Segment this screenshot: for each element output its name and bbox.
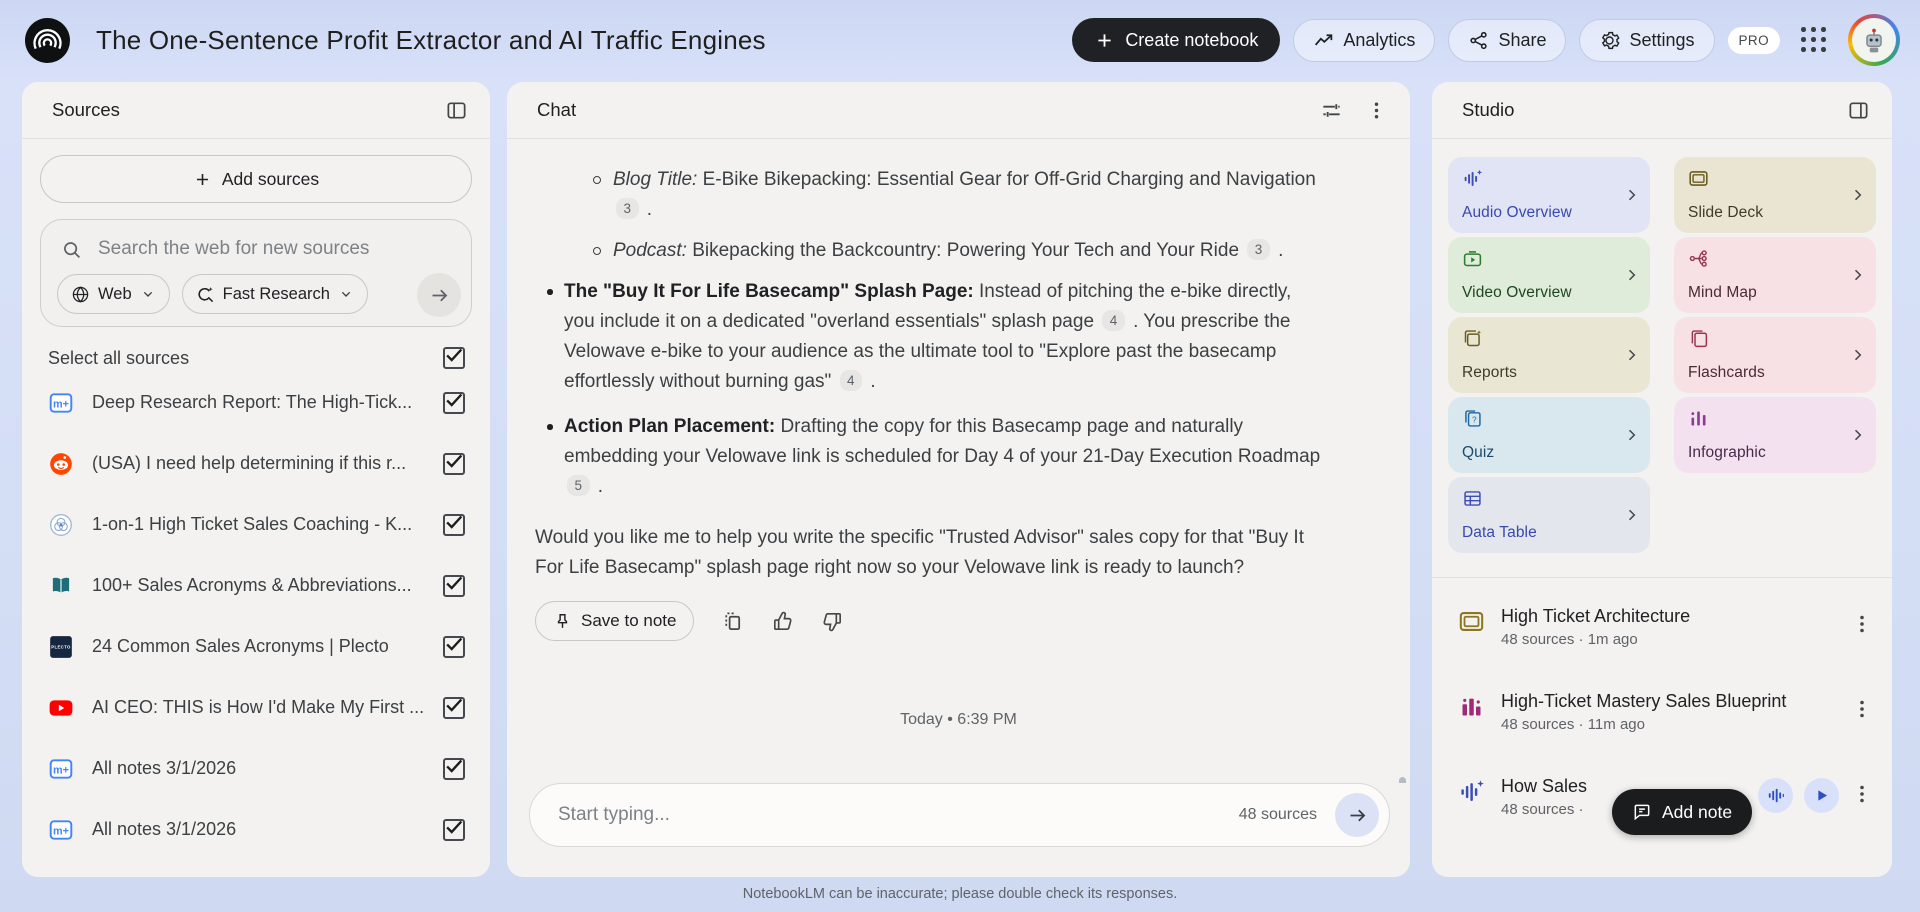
source-title: AI CEO: THIS is How I'd Make My First ... xyxy=(92,697,425,717)
studio-tile-label: Data Table xyxy=(1462,524,1537,541)
sources-body xyxy=(22,139,490,877)
source-checkbox[interactable] xyxy=(443,758,465,780)
sources-panel-header xyxy=(22,82,490,139)
kebab-menu-icon[interactable] xyxy=(1850,612,1874,636)
chat-scroll-area[interactable] xyxy=(507,139,1410,783)
note-title: High Ticket Architecture xyxy=(1501,606,1691,626)
audio-waveform-icon xyxy=(1458,778,1485,805)
reports-icon xyxy=(1462,328,1483,349)
header-right xyxy=(1072,14,1900,66)
web-search-box xyxy=(40,219,472,327)
tune-icon[interactable] xyxy=(1320,99,1343,122)
bar-chart-icon xyxy=(1458,693,1485,720)
source-checkbox[interactable] xyxy=(443,453,465,475)
audio-interactive-button[interactable] xyxy=(1758,778,1793,813)
assistant-message xyxy=(507,139,1410,583)
source-title: All notes 3/1/2026 xyxy=(92,819,237,839)
kebab-menu-icon[interactable] xyxy=(1365,99,1388,122)
studio-tile-slide-deck[interactable] xyxy=(1674,157,1876,233)
quiz-icon xyxy=(1462,408,1483,429)
studio-notes-list xyxy=(1432,578,1892,818)
doc-blue-icon xyxy=(48,817,74,843)
collapse-panel-icon[interactable] xyxy=(1847,99,1870,122)
chevron-right-icon[interactable] xyxy=(1848,186,1867,205)
save-to-note-button[interactable] xyxy=(535,601,694,641)
studio-tile-label: Quiz xyxy=(1462,444,1495,461)
research-mode-label: Fast Research xyxy=(222,284,330,303)
note-title: High-Ticket Mastery Sales Blueprint xyxy=(1501,691,1787,711)
pin-icon xyxy=(553,612,572,631)
note-text xyxy=(1501,690,1839,733)
note-title: How Sales xyxy=(1501,776,1588,796)
header-left xyxy=(25,18,766,63)
web-filter-label: Web xyxy=(98,284,132,303)
chevron-right-icon[interactable] xyxy=(1622,186,1641,205)
plecto-icon xyxy=(48,634,74,660)
copy-icon[interactable] xyxy=(721,610,744,633)
search-submit-button[interactable] xyxy=(417,273,461,317)
share-button[interactable] xyxy=(1448,19,1566,62)
thumbs-up-icon[interactable] xyxy=(771,610,794,633)
search-filter-row xyxy=(55,274,459,314)
studio-tile-video-overview[interactable] xyxy=(1448,237,1650,313)
chevron-down-icon xyxy=(338,286,354,302)
globe-icon xyxy=(71,285,90,304)
research-sparkle-icon xyxy=(196,285,215,304)
add-note-label: Add note xyxy=(1662,801,1733,822)
chat-panel-title: Chat xyxy=(537,99,577,120)
select-all-checkbox[interactable] xyxy=(443,347,465,369)
source-checkbox[interactable] xyxy=(443,575,465,597)
select-all-label: Select all sources xyxy=(48,347,190,368)
chevron-right-icon[interactable] xyxy=(1848,346,1867,365)
chevron-right-icon[interactable] xyxy=(1622,346,1641,365)
web-filter-dropdown[interactable] xyxy=(57,274,170,314)
svg-text:m+: m+ xyxy=(53,763,69,776)
chevron-right-icon[interactable] xyxy=(1848,266,1867,285)
plus-icon xyxy=(1094,30,1115,51)
sources-panel-title: Sources xyxy=(52,99,120,120)
source-checkbox[interactable] xyxy=(443,819,465,841)
studio-tile-label: Slide Deck xyxy=(1688,204,1764,221)
studio-panel xyxy=(1432,82,1892,877)
source-checkbox[interactable] xyxy=(443,697,465,719)
sources-panel xyxy=(22,82,490,877)
slide-deck-icon xyxy=(1688,168,1709,189)
svg-text:?: ? xyxy=(1471,414,1477,425)
flashcards-icon xyxy=(1688,328,1709,349)
settings-button[interactable] xyxy=(1579,19,1714,62)
analytics-button[interactable] xyxy=(1293,19,1435,62)
studio-tile-reports[interactable] xyxy=(1448,317,1650,393)
citation-chip[interactable]: 3 xyxy=(616,198,639,219)
source-title: (USA) I need help determining if this r... xyxy=(92,453,407,473)
search-icon xyxy=(61,239,82,260)
analytics-label: Analytics xyxy=(1343,29,1416,50)
studio-panel-title: Studio xyxy=(1462,99,1515,120)
source-list-item[interactable] xyxy=(40,799,472,860)
chevron-right-icon[interactable] xyxy=(1622,266,1641,285)
source-checkbox[interactable] xyxy=(443,514,465,536)
app-header xyxy=(0,0,1920,80)
chat-message-para: Would you like me to help you write the specific "Trusted Advisor" sales copy for that "Buy It For Life Basecamp" splash page right now so your Velowave link is ready to launch? xyxy=(535,527,1304,578)
infographic-icon xyxy=(1688,408,1709,429)
note-add-icon xyxy=(1632,802,1652,822)
chat-panel-header xyxy=(507,82,1410,139)
source-title: 24 Common Sales Acronyms | Plecto xyxy=(92,636,389,656)
avatar[interactable] xyxy=(1848,14,1900,66)
add-sources-label: Add sources xyxy=(221,168,320,189)
source-title: All notes 3/1/2026 xyxy=(92,758,237,778)
disclaimer: NotebookLM can be inaccurate; please double check its responses. xyxy=(742,885,1178,902)
share-label: Share xyxy=(1498,29,1547,50)
chat-scrollbar[interactable] xyxy=(1399,777,1406,783)
kebab-menu-icon[interactable] xyxy=(1850,697,1874,721)
book-icon xyxy=(48,573,74,599)
youtube-icon xyxy=(48,695,74,721)
main-content xyxy=(0,80,1920,877)
chevron-right-icon[interactable] xyxy=(1622,506,1641,525)
citation-chip[interactable]: 3 xyxy=(1247,239,1270,260)
studio-note-item[interactable] xyxy=(1458,605,1874,648)
source-checkbox[interactable] xyxy=(443,392,465,414)
chat-message-sub: Podcast: Bikepacking the Backcountry: Powering Your Tech and Your Ride 3 . xyxy=(613,236,1322,266)
source-title: 100+ Sales Acronyms & Abbreviations... xyxy=(92,575,412,595)
source-checkbox[interactable] xyxy=(443,636,465,658)
studio-note-item[interactable] xyxy=(1458,690,1874,733)
settings-label: Settings xyxy=(1629,29,1695,50)
studio-tile-label: Reports xyxy=(1462,364,1517,381)
chat-panel xyxy=(507,82,1410,877)
create-notebook-label: Create notebook xyxy=(1125,29,1259,50)
audio-overview-icon xyxy=(1462,168,1483,189)
doc-blue-icon xyxy=(48,756,74,782)
source-list-item[interactable] xyxy=(40,494,472,555)
chat-input-bar xyxy=(529,783,1390,847)
studio-tile-grid xyxy=(1432,139,1892,567)
reddit-icon xyxy=(48,451,74,477)
source-title: Deep Research Report: The High-Tick... xyxy=(92,392,413,412)
create-notebook-button[interactable] xyxy=(1072,18,1280,62)
send-button[interactable] xyxy=(1335,793,1379,837)
sources-count: 48 sources xyxy=(1238,806,1317,823)
thumbs-down-icon[interactable] xyxy=(821,610,844,633)
source-list-item[interactable] xyxy=(40,677,472,738)
chat-timestamp: Today • 6:39 PM xyxy=(900,711,1017,728)
chat-input[interactable] xyxy=(556,803,1239,827)
source-list-item[interactable] xyxy=(40,433,472,494)
studio-tile-audio-overview[interactable] xyxy=(1448,157,1650,233)
trending-up-icon xyxy=(1313,30,1334,51)
chat-message-sub: Blog Title: E-Bike Bikepacking: Essential Gear for Off-Grid Charging and Navigation 3 . xyxy=(613,165,1322,225)
studio-tile-mind-map[interactable] xyxy=(1674,237,1876,313)
source-list-item[interactable] xyxy=(40,738,472,799)
chevron-right-icon[interactable] xyxy=(1848,426,1867,445)
studio-tile-flashcards[interactable] xyxy=(1674,317,1876,393)
svg-text:m+: m+ xyxy=(53,824,69,837)
apps-grid-icon[interactable] xyxy=(1801,27,1827,53)
chat-message-bullet: Action Plan Placement: Drafting the copy for this Basecamp page and naturally embedding your Velowave link is scheduled for Day 4 of your 21-Day Execution Roadmap 5 . xyxy=(564,412,1322,502)
source-list-item[interactable] xyxy=(40,616,472,677)
play-button[interactable] xyxy=(1804,778,1839,813)
studio-tile-label: Infographic xyxy=(1688,444,1766,461)
source-list-item[interactable] xyxy=(40,372,472,433)
save-to-note-label: Save to note xyxy=(581,611,677,630)
citation-chip[interactable]: 4 xyxy=(1102,310,1125,331)
studio-tile-label: Audio Overview xyxy=(1462,204,1572,221)
notebooklm-logo xyxy=(25,18,70,63)
source-title: 1-on-1 High Ticket Sales Coaching - K... xyxy=(92,514,413,534)
doc-blue-icon xyxy=(48,390,74,416)
add-note-button[interactable] xyxy=(1612,789,1752,835)
data-table-icon xyxy=(1462,488,1483,509)
note-meta: 48 sources · 11m ago xyxy=(1501,716,1645,733)
add-sources-button[interactable] xyxy=(40,155,472,203)
research-mode-dropdown[interactable] xyxy=(182,274,368,314)
citation-chip[interactable]: 5 xyxy=(567,475,590,496)
studio-tile-quiz[interactable] xyxy=(1448,397,1650,473)
slide-deck-icon xyxy=(1458,608,1485,635)
studio-tile-label: Flashcards xyxy=(1688,364,1765,381)
chat-message-bullet: The "Buy It For Life Basecamp" Splash Page: Instead of pitching the e-bike directly, you include it on a dedicated "overland essentials" splash page 4 . You prescribe the Velowave e-bike to your audience as the ultimate tool to "Explore past the basecamp effortlessly without burning gas" 4 . xyxy=(564,277,1322,397)
collapse-panel-icon[interactable] xyxy=(445,99,468,122)
search-input[interactable] xyxy=(96,237,399,261)
studio-tile-label: Mind Map xyxy=(1688,284,1757,301)
source-list xyxy=(40,372,472,877)
select-all-row xyxy=(40,347,472,369)
studio-scroll-area[interactable] xyxy=(1432,139,1892,877)
avatar-robot-image xyxy=(1852,18,1896,62)
svg-text:PLECTO: PLECTO xyxy=(51,644,71,650)
gear-icon xyxy=(1599,30,1620,51)
note-meta: 48 sources · 1m ago xyxy=(1501,631,1638,648)
studio-tile-label: Video Overview xyxy=(1462,284,1572,301)
citation-chip[interactable]: 4 xyxy=(840,370,863,391)
note-meta: 48 sources · xyxy=(1501,801,1584,818)
plus-icon xyxy=(193,170,212,189)
search-input-row xyxy=(55,226,459,272)
chevron-right-icon[interactable] xyxy=(1622,426,1641,445)
studio-panel-header xyxy=(1432,82,1892,139)
notebook-title[interactable]: The One-Sentence Profit Extractor and AI Traffic Engines xyxy=(96,24,766,55)
svg-text:m+: m+ xyxy=(53,397,69,410)
note-text xyxy=(1501,605,1839,648)
studio-tile-infographic[interactable] xyxy=(1674,397,1876,473)
kebab-menu-icon[interactable] xyxy=(1850,782,1874,806)
chevron-down-icon xyxy=(140,286,156,302)
studio-tile-data-table[interactable] xyxy=(1448,477,1650,553)
source-list-item[interactable] xyxy=(40,555,472,616)
share-icon xyxy=(1468,30,1489,51)
pro-badge: PRO xyxy=(1728,27,1780,54)
message-actions xyxy=(507,583,1410,641)
venn-icon xyxy=(48,512,74,538)
video-overview-icon xyxy=(1462,248,1483,269)
mind-map-icon xyxy=(1688,248,1709,269)
